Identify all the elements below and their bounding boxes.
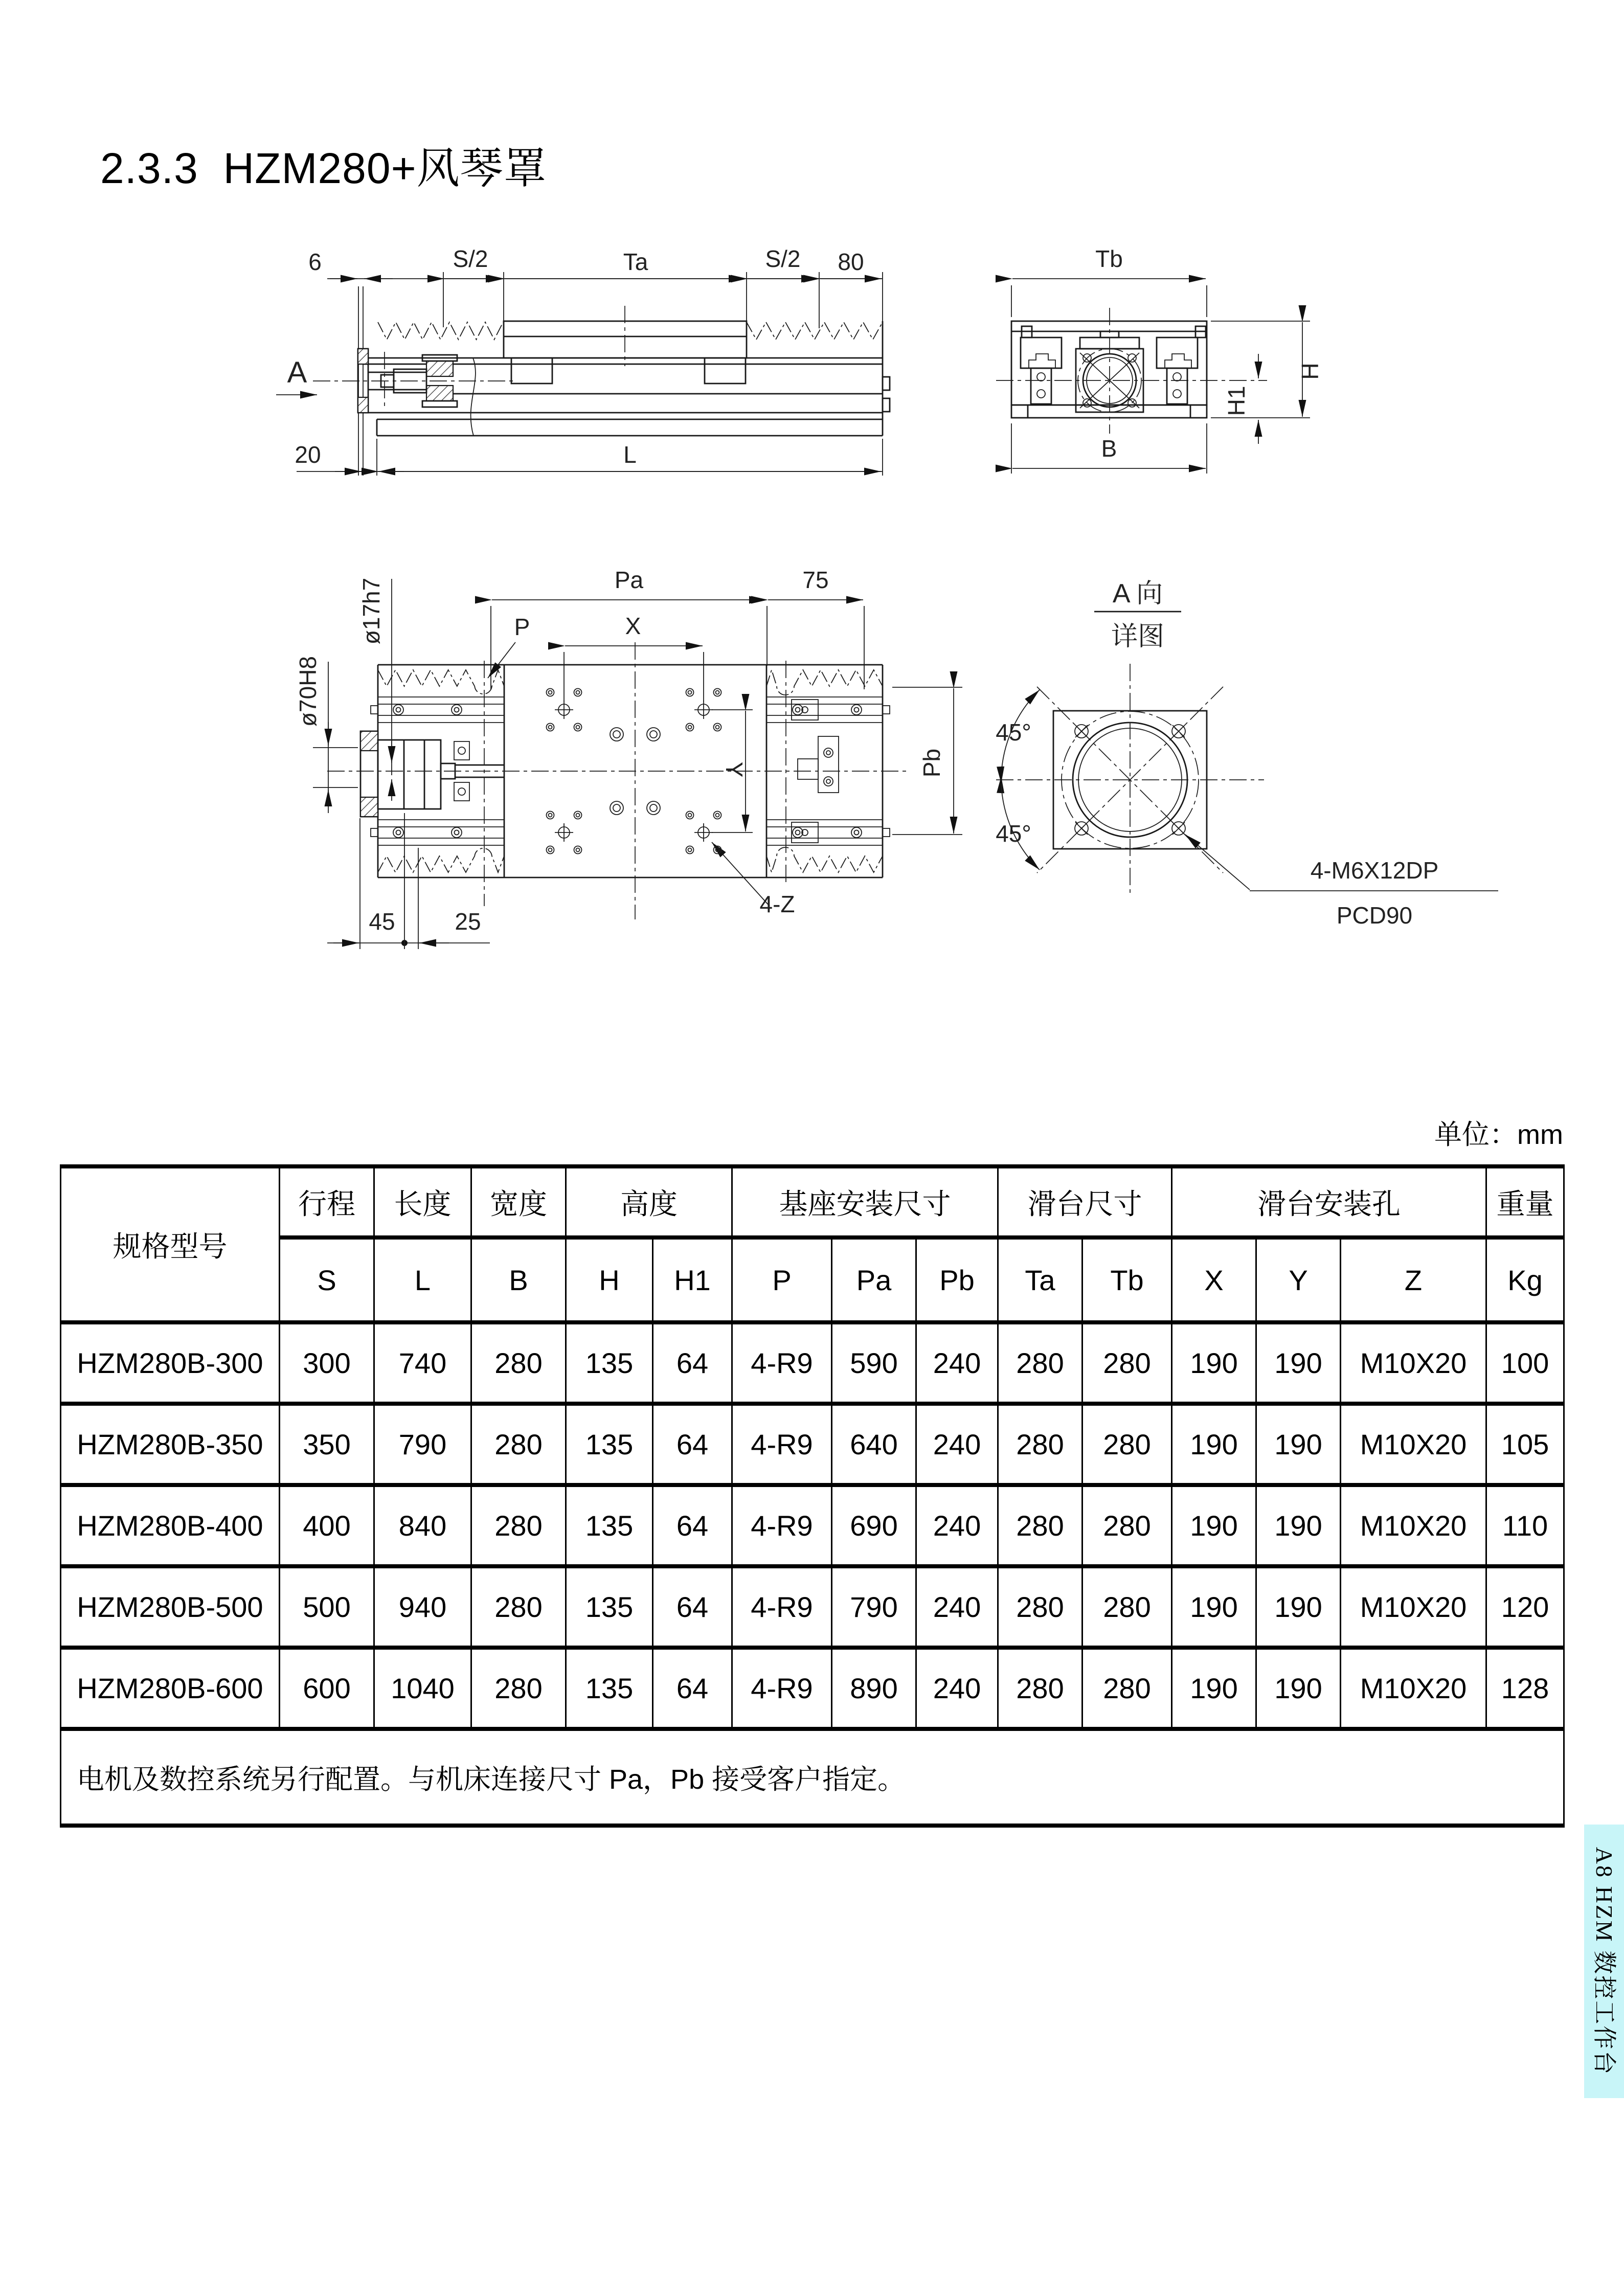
detail-view-drawing [996, 579, 1498, 929]
value-cell: 740 [374, 1322, 471, 1404]
model-cell: HZM280B-350 [61, 1404, 280, 1485]
value-cell: 280 [998, 1322, 1082, 1404]
value-cell: 280 [998, 1485, 1082, 1566]
header-p: P [732, 1237, 832, 1322]
dim-label-x: X [625, 613, 641, 639]
value-cell: 64 [653, 1485, 732, 1566]
header-group-length: 长度 [374, 1166, 471, 1237]
side-tab-label: A8 HZM 数控工作台 [1584, 1825, 1624, 2098]
value-cell: 240 [916, 1648, 998, 1729]
header-group-slide-holes: 滑台安装孔 [1172, 1166, 1486, 1237]
dim-label-h: H [1297, 363, 1323, 380]
value-cell: 190 [1172, 1485, 1256, 1566]
value-cell: 190 [1256, 1566, 1341, 1648]
dim-label-p: P [514, 614, 530, 640]
dim-label-4z: 4-Z [759, 891, 795, 917]
dim-label-b: B [1101, 435, 1117, 462]
table-row [61, 1566, 1564, 1648]
dim-label-tb: Tb [1095, 245, 1123, 272]
value-cell: 100 [1486, 1322, 1564, 1404]
value-cell: 300 [280, 1322, 374, 1404]
header-group-base-mount: 基座安装尺寸 [732, 1166, 998, 1237]
value-cell: 120 [1486, 1566, 1564, 1648]
value-cell: M10X20 [1341, 1485, 1486, 1566]
value-cell: 190 [1172, 1404, 1256, 1485]
dim-label-80: 80 [838, 249, 864, 275]
value-cell: 190 [1256, 1485, 1341, 1566]
dim-label-45: 45 [369, 908, 395, 935]
value-cell: 4-R9 [732, 1322, 832, 1404]
value-cell: 128 [1486, 1648, 1564, 1729]
value-cell: 280 [471, 1485, 566, 1566]
table-row [61, 1485, 1564, 1566]
value-cell: 64 [653, 1648, 732, 1729]
value-cell: 280 [1082, 1566, 1172, 1648]
dim-label-L: L [623, 441, 637, 468]
header-kg: Kg [1486, 1237, 1564, 1322]
page-title: 2.3.3 HZM280+风琴罩 [100, 144, 547, 192]
header-ta: Ta [998, 1237, 1082, 1322]
header-l: L [374, 1237, 471, 1322]
value-cell: 190 [1256, 1404, 1341, 1485]
value-cell: 590 [832, 1322, 916, 1404]
value-cell: 280 [471, 1404, 566, 1485]
header-b: B [471, 1237, 566, 1322]
callout-label-m6: 4-M6X12DP [1310, 857, 1439, 884]
table-row [61, 1322, 1564, 1404]
value-cell: 280 [998, 1566, 1082, 1648]
spec-table [60, 1164, 1565, 1828]
detail-title-top: A 向 [1112, 579, 1163, 609]
detail-title-bottom: 详图 [1111, 622, 1165, 651]
header-tb: Tb [1082, 1237, 1172, 1322]
value-cell: 280 [1082, 1485, 1172, 1566]
value-cell: 190 [1172, 1566, 1256, 1648]
header-group-height: 高度 [566, 1166, 732, 1237]
value-cell: 135 [566, 1648, 653, 1729]
value-cell: M10X20 [1341, 1404, 1486, 1485]
header-y: Y [1256, 1237, 1341, 1322]
section-arrow-label-A: A [287, 356, 307, 389]
header-model: 规格型号 [61, 1166, 280, 1322]
value-cell: 280 [998, 1404, 1082, 1485]
value-cell: 135 [566, 1566, 653, 1648]
value-cell: 190 [1172, 1322, 1256, 1404]
header-group-stroke: 行程 [280, 1166, 374, 1237]
header-group-weight: 重量 [1486, 1166, 1564, 1237]
value-cell: 890 [832, 1648, 916, 1729]
value-cell: 105 [1486, 1404, 1564, 1485]
dim-label-6: 6 [308, 249, 322, 275]
header-group-width: 宽度 [471, 1166, 566, 1237]
value-cell: M10X20 [1341, 1322, 1486, 1404]
value-cell: 640 [832, 1404, 916, 1485]
value-cell: 790 [832, 1566, 916, 1648]
header-group-slide-size: 滑台尺寸 [998, 1166, 1172, 1237]
value-cell: 280 [1082, 1322, 1172, 1404]
dim-label-ta: Ta [623, 249, 648, 275]
model-cell: HZM280B-400 [61, 1485, 280, 1566]
angle-label-45-bottom: 45° [996, 820, 1031, 847]
value-cell: 4-R9 [732, 1404, 832, 1485]
table-body [61, 1322, 1564, 1729]
callout-label-pcd90: PCD90 [1336, 902, 1413, 929]
value-cell: 280 [1082, 1404, 1172, 1485]
value-cell: 840 [374, 1485, 471, 1566]
value-cell: 4-R9 [732, 1648, 832, 1729]
dim-label-dia70h8: ø70H8 [295, 656, 321, 727]
value-cell: 280 [471, 1566, 566, 1648]
model-cell: HZM280B-300 [61, 1322, 280, 1404]
header-z: Z [1341, 1237, 1486, 1322]
value-cell: 240 [916, 1566, 998, 1648]
dim-label-pb: Pb [918, 748, 945, 778]
value-cell: 4-R9 [732, 1566, 832, 1648]
value-cell: 280 [471, 1322, 566, 1404]
value-cell: 280 [1082, 1648, 1172, 1729]
value-cell: 135 [566, 1485, 653, 1566]
unit-label: 单位：mm [1434, 1119, 1563, 1150]
value-cell: 690 [832, 1485, 916, 1566]
dim-label-dia17h7: ø17h7 [358, 577, 385, 645]
header-x: X [1172, 1237, 1256, 1322]
value-cell: 190 [1256, 1322, 1341, 1404]
value-cell: 135 [566, 1322, 653, 1404]
dim-label-75: 75 [802, 567, 829, 593]
value-cell: 240 [916, 1404, 998, 1485]
value-cell: 64 [653, 1566, 732, 1648]
header-pb: Pb [916, 1237, 998, 1322]
value-cell: 940 [374, 1566, 471, 1648]
value-cell: 135 [566, 1404, 653, 1485]
value-cell: 190 [1172, 1648, 1256, 1729]
header-h1: H1 [653, 1237, 732, 1322]
value-cell: 280 [471, 1648, 566, 1729]
value-cell: 790 [374, 1404, 471, 1485]
table-row [61, 1648, 1564, 1729]
dim-label-h1: H1 [1223, 386, 1250, 416]
value-cell: 64 [653, 1322, 732, 1404]
value-cell: 280 [998, 1648, 1082, 1729]
value-cell: 240 [916, 1322, 998, 1404]
dim-label-25: 25 [455, 908, 481, 935]
header-h: H [566, 1237, 653, 1322]
dim-label-y: Y [721, 761, 748, 778]
dim-label-20: 20 [295, 441, 321, 468]
header-pa: Pa [832, 1237, 916, 1322]
value-cell: 64 [653, 1404, 732, 1485]
model-cell: HZM280B-600 [61, 1648, 280, 1729]
value-cell: M10X20 [1341, 1648, 1486, 1729]
table-row [61, 1404, 1564, 1485]
model-cell: HZM280B-500 [61, 1566, 280, 1648]
value-cell: 240 [916, 1485, 998, 1566]
value-cell: M10X20 [1341, 1566, 1486, 1648]
end-view-drawing [996, 245, 1323, 474]
value-cell: 4-R9 [732, 1485, 832, 1566]
angle-label-45-top: 45° [996, 719, 1031, 746]
value-cell: 110 [1486, 1485, 1564, 1566]
value-cell: 500 [280, 1566, 374, 1648]
value-cell: 400 [280, 1485, 374, 1566]
plan-view-drawing [295, 567, 962, 949]
dim-label-s2-left: S/2 [453, 245, 488, 272]
side-view-drawing [276, 245, 890, 476]
header-s: S [280, 1237, 374, 1322]
table-note: 电机及数控系统另行配置。与机床连接尺寸 Pa，Pb 接受客户指定。 [61, 1729, 1564, 1826]
value-cell: 190 [1256, 1648, 1341, 1729]
dim-label-pa: Pa [614, 567, 644, 593]
value-cell: 600 [280, 1648, 374, 1729]
dim-label-s2-right: S/2 [765, 245, 801, 272]
value-cell: 1040 [374, 1648, 471, 1729]
value-cell: 350 [280, 1404, 374, 1485]
